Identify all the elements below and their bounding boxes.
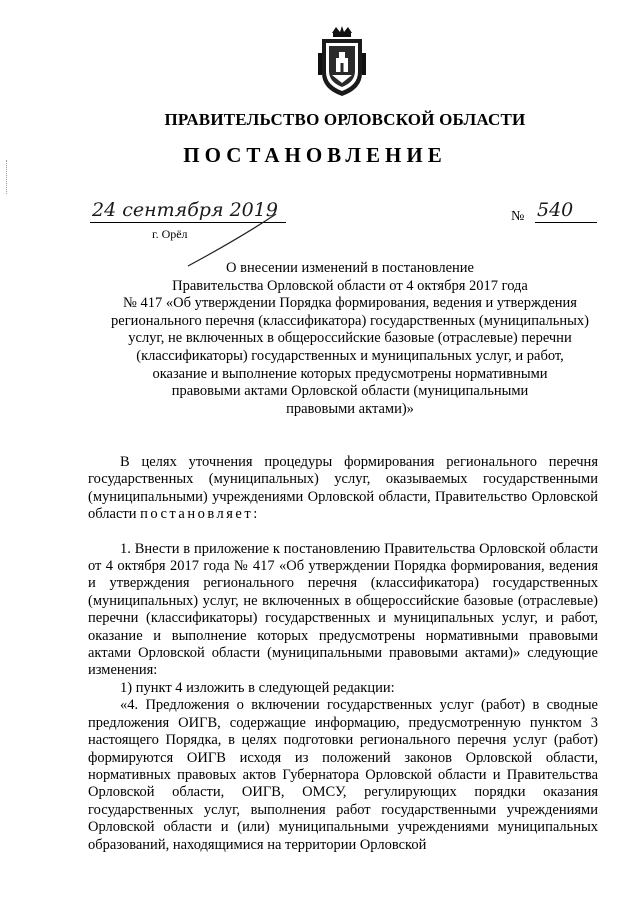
government-title: ПРАВИТЕЛЬСТВО ОРЛОВСКОЙ ОБЛАСТИ <box>164 110 526 129</box>
city-label: г. Орёл <box>152 227 188 241</box>
item-1-paragraph: 1. Внести в приложение к постановлению Правительства Орловской области от 4 октября 2017 года № 417 «Об утверждении Порядка формирования, ведения и утверждения регионального перечня (классификатора) государственных (муниципальных) услуг, не включенных в общероссийские базовые (отраслевые) перечни (классификаторы) государственных и муниципальных услуг, и работ, оказание и выполнение которых предусмотрены нормативными правовыми актами Орловской области (муниципальными правовыми актами)» следующие изменения: <box>88 540 598 679</box>
handwritten-number: 540 <box>537 199 574 221</box>
preamble-text: В целях уточнения процедуры формирования регионального перечня государственных (муниципальных) услуг, оказываемых государственными (муниципальными) учреждениями Орловской области, Правительство Орловской области <box>88 454 598 523</box>
document-body <box>88 454 598 854</box>
subitem-1-paragraph: 1) пункт 4 изложить в следующей редакции: <box>120 679 395 696</box>
subject-line: регионального перечня (классификатора) государственных (муниципальных) <box>111 312 589 329</box>
subject-line: оказание и выполнение которых предусмотрены нормативными <box>152 365 548 382</box>
subject-line: услуг, не включенных в общероссийские базовые (отраслевые) перечни <box>128 330 572 347</box>
subject-line: О внесении изменений в постановление <box>226 260 474 276</box>
quoted-paragraph: «4. Предложения о включении государственных услуг (работ) в сводные предложения ОИГВ, содержащие информацию, предусмотренную пунктом 3 настоящего Порядка, в целях подготовки регионального перечня услуг (работ) формируются ОИГВ исходя из положений законов Орловской области, нормативных правовых актов Губернатора Орловской области и Правительства Орловской области, ОИГВ, ОМСУ, регулирующих порядки оказания государственных услуг, выполнения работ государственными учреждениями Орловской области и (или) муниципальными учреждениями муниципальных образований, находящимися на территории Орловской <box>88 697 598 853</box>
preamble-paragraph <box>88 454 598 524</box>
subject-line: правовыми актами Орловской области (муниципальными <box>171 383 529 400</box>
preamble-resolves: постановляет: <box>140 506 260 523</box>
handwritten-date: 24 сентября 2019 <box>92 199 278 221</box>
subject-line: (классификаторы) государственных и муниципальных услуг, и работ, <box>136 347 564 364</box>
number-label: № <box>511 209 525 224</box>
subject-line: № 417 «Об утверждении Порядка формирования, ведения и утверждения <box>123 295 577 312</box>
number-underline <box>535 222 597 223</box>
coat-of-arms-icon <box>318 25 366 97</box>
document-subject <box>80 260 620 418</box>
subject-line: правовыми актами)» <box>286 400 414 417</box>
document-type-title: ПОСТАНОВЛЕНИЕ <box>183 143 447 167</box>
subject-line: Правительства Орловской области от 4 октября 2017 года <box>172 277 528 294</box>
